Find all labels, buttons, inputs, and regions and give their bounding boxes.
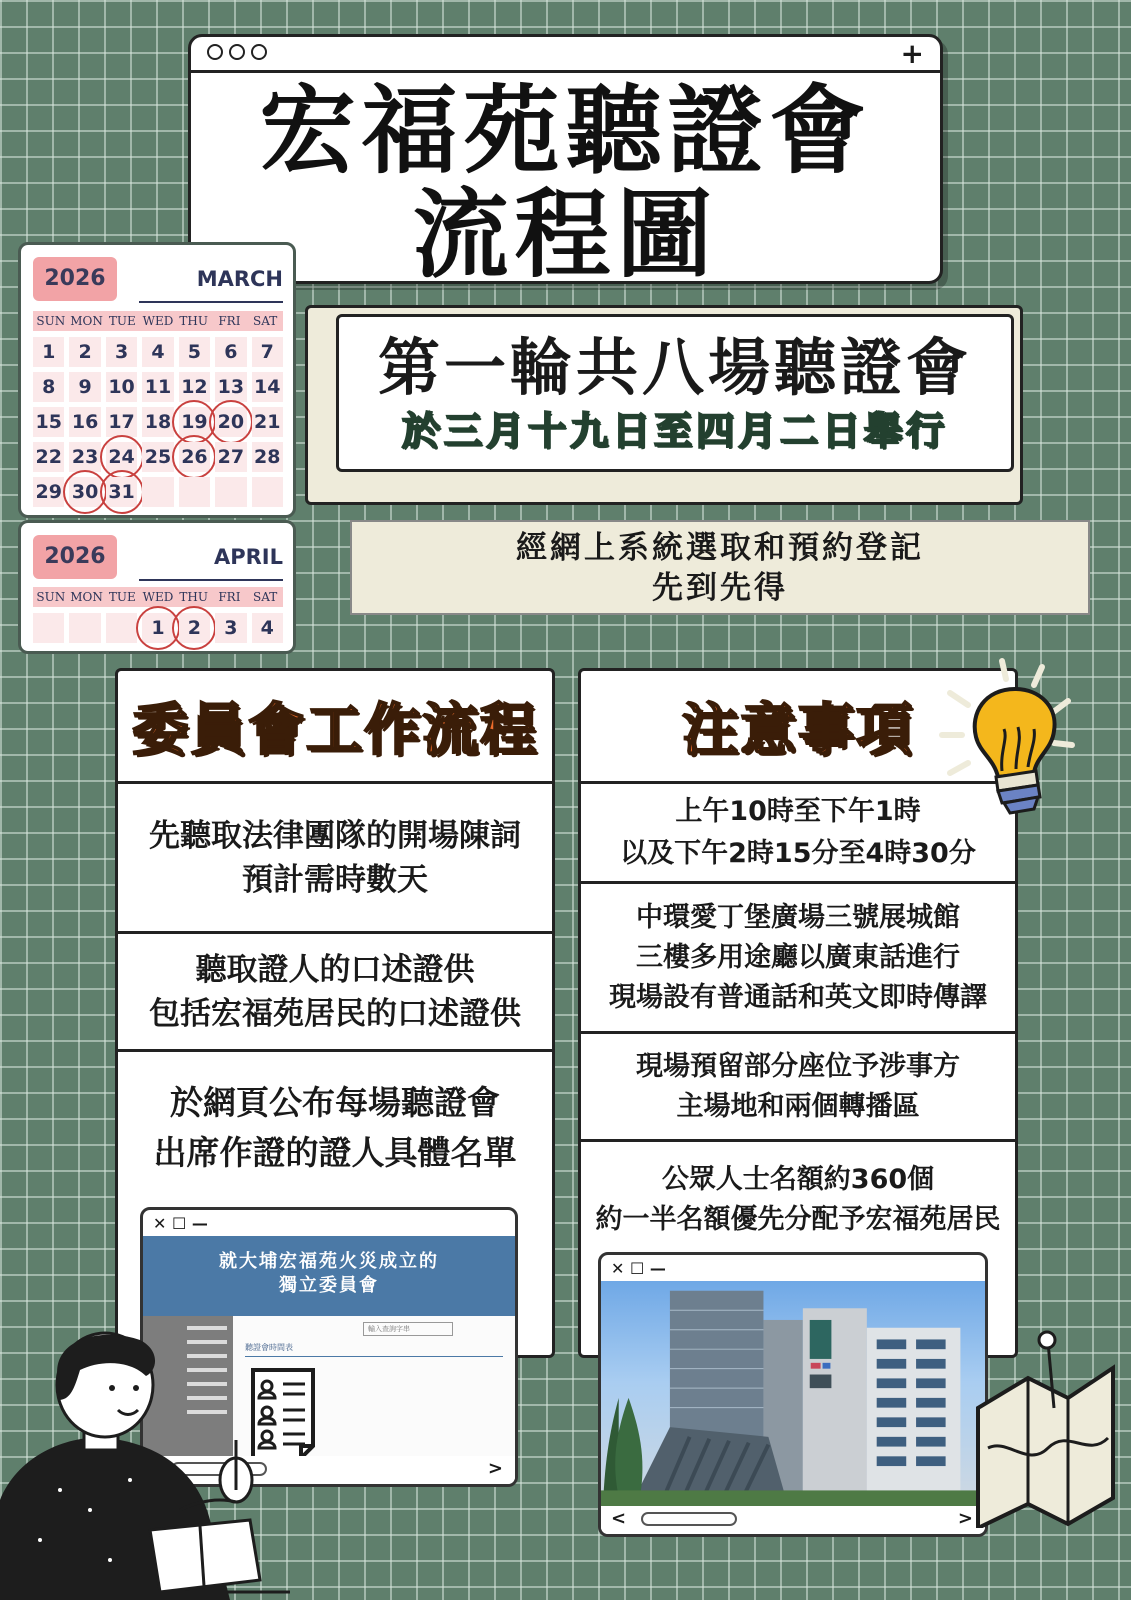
title-window xyxy=(188,34,943,291)
notes-item xyxy=(581,884,1015,1034)
photo-window xyxy=(598,1252,988,1537)
scroll-left-icon[interactable]: < xyxy=(611,1508,627,1529)
calendar-march xyxy=(18,242,296,518)
calendar-divider xyxy=(139,579,283,581)
calendar-day: 17 xyxy=(106,407,137,437)
calendar-day: 23 xyxy=(69,442,100,472)
calendar-empty-cell xyxy=(106,613,137,643)
building-illustration xyxy=(601,1281,985,1506)
calendar-day: 1 xyxy=(33,337,64,367)
weekday-label: FRI xyxy=(218,590,241,604)
person-illustration xyxy=(0,1330,300,1600)
site-title-line-2: 獨立委員會 xyxy=(279,1275,379,1296)
committee-step xyxy=(118,1052,552,1178)
scroll-right-icon[interactable]: > xyxy=(487,1458,503,1479)
weekday-label: THU xyxy=(179,314,208,328)
weekday-label: SUN xyxy=(36,590,66,604)
calendar-april xyxy=(18,520,296,654)
weekday-label: WED xyxy=(142,590,174,604)
notes-item xyxy=(581,1142,1015,1240)
title-line-1: 宏福苑聽證會 xyxy=(259,75,872,187)
note-line: 以及下午2時15分至4時30分 xyxy=(620,837,976,869)
calendar-day: 30 xyxy=(69,477,100,507)
note-line: 主場地和兩個轉播區 xyxy=(676,1090,920,1122)
calendar-year: 2026 xyxy=(33,257,117,301)
calendar-day: 14 xyxy=(252,372,283,402)
title-window-bar xyxy=(191,37,940,73)
calendar-weekdays xyxy=(33,311,283,331)
map-pin-icon xyxy=(968,1328,1118,1528)
calendar-day: 25 xyxy=(142,442,173,472)
committee-step xyxy=(118,784,552,934)
step-line: 聽取證人的口述證供 xyxy=(195,951,475,988)
calendar-empty-cell xyxy=(215,477,246,507)
calendar-day: 7 xyxy=(252,337,283,367)
window-controls[interactable]: ✕ ☐ — xyxy=(611,1258,666,1278)
calendar-year: 2026 xyxy=(33,535,117,579)
step-line: 先聽取法律團隊的開場陳詞 xyxy=(149,817,521,854)
weekday-label: THU xyxy=(179,590,208,604)
calendar-empty-cell xyxy=(33,613,64,643)
note-line: 現場設有普通話和英文即時傳譯 xyxy=(609,981,987,1013)
calendar-day: 8 xyxy=(33,372,64,402)
calendar-empty-cell xyxy=(179,477,210,507)
calendar-day: 27 xyxy=(215,442,246,472)
window-dots xyxy=(207,44,267,60)
weekday-label: SAT xyxy=(253,314,278,328)
title-line-2: 流程圖 xyxy=(412,179,719,291)
calendar-day: 4 xyxy=(142,337,173,367)
calendar-divider xyxy=(139,301,283,303)
calendar-weekdays xyxy=(33,587,283,607)
round-info-inner xyxy=(336,314,1014,472)
weekday-label: MON xyxy=(70,590,103,604)
weekday-label: SAT xyxy=(253,590,278,604)
venue-photo xyxy=(601,1281,985,1506)
calendar-day: 3 xyxy=(215,613,246,643)
site-header xyxy=(143,1236,515,1316)
light-bulb-icon xyxy=(930,655,1080,825)
calendar-day: 26 xyxy=(179,442,210,472)
window-dot-icon xyxy=(207,44,223,60)
calendar-day: 24 xyxy=(106,442,137,472)
calendar-month: APRIL xyxy=(213,545,283,569)
page-title xyxy=(191,73,940,291)
calendar-day: 28 xyxy=(252,442,283,472)
calendar-day: 21 xyxy=(252,407,283,437)
booking-banner xyxy=(350,520,1090,615)
weekday-label: SUN xyxy=(36,314,66,328)
scroll-right-icon[interactable]: > xyxy=(957,1508,973,1529)
weekday-label: TUE xyxy=(108,314,136,328)
round-info-box xyxy=(305,305,1023,505)
weekday-label: FRI xyxy=(218,314,241,328)
weekday-label: MON xyxy=(70,314,103,328)
calendar-empty-cell xyxy=(69,613,100,643)
step-line: 出席作證的證人具體名單 xyxy=(153,1133,517,1172)
step-line: 預計需時數天 xyxy=(242,861,428,898)
calendar-day: 22 xyxy=(33,442,64,472)
note-line: 上午10時至下午1時 xyxy=(675,795,921,827)
weekday-label: WED xyxy=(142,314,174,328)
scrollbar-thumb[interactable] xyxy=(641,1512,737,1526)
committee-step xyxy=(118,934,552,1052)
note-line: 三樓多用途廳以廣東話進行 xyxy=(636,941,960,973)
notes-heading: 注意事項 xyxy=(682,698,914,763)
calendar-day: 19 xyxy=(179,407,210,437)
calendar-days xyxy=(33,337,283,507)
booking-line-2: 先到先得 xyxy=(652,570,788,606)
calendar-day: 2 xyxy=(69,337,100,367)
calendar-day: 11 xyxy=(142,372,173,402)
step-line: 於網頁公布每場聽證會 xyxy=(170,1083,500,1122)
note-line: 約一半名額優先分配予宏福苑居民 xyxy=(595,1204,1001,1235)
note-line: 現場預留部分座位予涉事方 xyxy=(636,1050,960,1082)
calendar-day: 29 xyxy=(33,477,64,507)
calendar-empty-cell xyxy=(252,477,283,507)
calendar-day: 13 xyxy=(215,372,246,402)
window-dot-icon xyxy=(229,44,245,60)
step-line: 包括宏福苑居民的口述證供 xyxy=(149,995,521,1032)
site-title-line-1: 就大埔宏福苑火災成立的 xyxy=(219,1251,439,1272)
calendar-day: 12 xyxy=(179,372,210,402)
calendar-month: MARCH xyxy=(196,267,283,291)
note-line: 中環愛丁堡廣場三號展城館 xyxy=(636,901,960,933)
calendar-days xyxy=(33,613,283,643)
calendar-day: 31 xyxy=(106,477,137,507)
calendar-day: 9 xyxy=(69,372,100,402)
calendar-day: 1 xyxy=(142,613,173,643)
window-footer xyxy=(601,1506,985,1534)
committee-heading: 委員會工作流程 xyxy=(132,698,538,763)
note-line: 公眾人士名額約360個 xyxy=(661,1164,935,1195)
calendar-day: 3 xyxy=(106,337,137,367)
section-label: 聽證會時間表 xyxy=(245,1343,293,1352)
calendar-day: 18 xyxy=(142,407,173,437)
calendar-day: 20 xyxy=(215,407,246,437)
calendar-day: 15 xyxy=(33,407,64,437)
plus-icon: + xyxy=(900,37,924,70)
booking-line-1: 經網上系統選取和預約登記 xyxy=(516,530,924,566)
round-subtitle: 於三月十九日至四月二日舉行 xyxy=(401,409,948,453)
search-input[interactable]: 輸入查詢字串 xyxy=(363,1322,453,1336)
window-dot-icon xyxy=(251,44,267,60)
calendar-day: 4 xyxy=(252,613,283,643)
calendar-day: 2 xyxy=(179,613,210,643)
committee-header xyxy=(118,671,552,784)
weekday-label: TUE xyxy=(108,590,136,604)
calendar-day: 6 xyxy=(215,337,246,367)
calendar-day: 10 xyxy=(106,372,137,402)
calendar-day: 5 xyxy=(179,337,210,367)
calendar-empty-cell xyxy=(142,477,173,507)
window-controls[interactable]: ✕ ☐ — xyxy=(153,1213,208,1233)
round-title: 第一輪共八場聽證會 xyxy=(377,331,972,404)
notes-item xyxy=(581,1034,1015,1142)
calendar-day: 16 xyxy=(69,407,100,437)
